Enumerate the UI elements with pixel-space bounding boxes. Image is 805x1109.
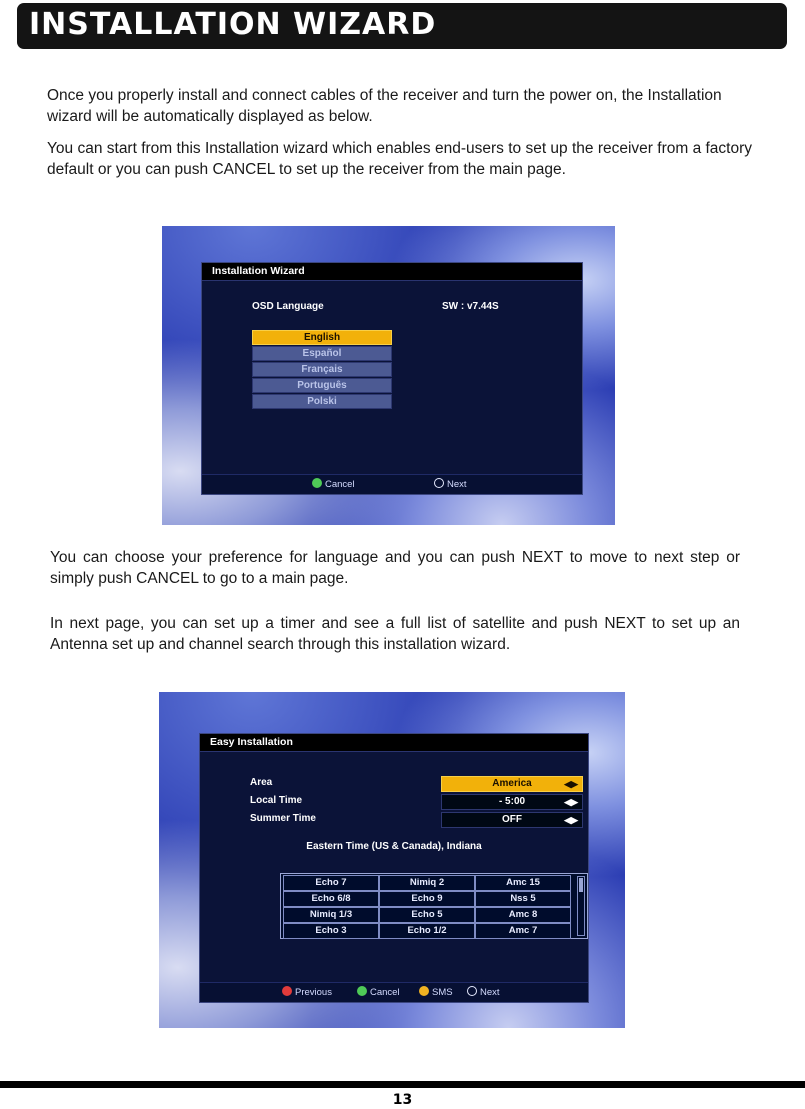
red-dot-icon xyxy=(282,986,292,996)
summer-time-value: OFF xyxy=(502,814,522,825)
cancel-label: Cancel xyxy=(325,479,355,490)
software-version: SW : v7.44S xyxy=(442,301,499,312)
previous-button[interactable] xyxy=(282,986,332,998)
local-time-selector[interactable] xyxy=(441,794,583,810)
next-button[interactable] xyxy=(467,986,500,998)
ring-dot-icon xyxy=(467,986,477,996)
summer-time-label: Summer Time xyxy=(250,813,316,824)
next-label: Next xyxy=(480,987,500,998)
satellite-item[interactable]: Echo 7 xyxy=(283,875,379,891)
left-right-arrows-icon: ◀▶ xyxy=(564,797,578,807)
next-label: Next xyxy=(447,479,467,490)
green-dot-icon xyxy=(312,478,322,488)
osd-language-label: OSD Language xyxy=(252,301,324,312)
osd-header xyxy=(200,734,588,752)
satellite-item[interactable]: Nimiq 1/3 xyxy=(283,907,379,923)
language-option-portugues[interactable]: Português xyxy=(252,378,392,393)
easy-installation-panel xyxy=(199,733,589,1003)
summer-time-selector[interactable] xyxy=(441,812,583,828)
sms-button[interactable] xyxy=(419,986,453,998)
osd-footer xyxy=(202,474,582,494)
language-option-polski[interactable]: Polski xyxy=(252,394,392,409)
previous-label: Previous xyxy=(295,987,332,998)
language-option-espanol[interactable]: Español xyxy=(252,346,392,361)
area-value: America xyxy=(492,778,532,789)
installation-wizard-screenshot xyxy=(162,226,615,525)
satellite-item[interactable]: Echo 3 xyxy=(283,923,379,939)
local-time-label: Local Time xyxy=(250,795,303,806)
osd-title: Installation Wizard xyxy=(212,265,305,277)
language-option-francais[interactable]: Français xyxy=(252,362,392,377)
sms-label: SMS xyxy=(432,987,453,998)
area-selector[interactable] xyxy=(441,776,583,792)
satellite-item[interactable]: Echo 9 xyxy=(379,891,475,907)
language-paragraph: You can choose your preference for language and you can push NEXT to move to next step or simply push CANCEL to go to a main page. xyxy=(50,549,740,587)
local-time-value: - 5:00 xyxy=(498,796,526,807)
cancel-button[interactable] xyxy=(312,478,355,490)
wizard-paragraph: You can start from this Installation wizard which enables end-users to set up the receiver from a factory default or you can push CANCEL to set up the receiver from the main page. xyxy=(47,140,753,178)
left-right-arrows-icon: ◀▶ xyxy=(564,815,578,825)
ring-dot-icon xyxy=(434,478,444,488)
area-label: Area xyxy=(250,777,273,788)
satellite-item[interactable]: Echo 6/8 xyxy=(283,891,379,907)
page-number: 13 xyxy=(392,1092,413,1108)
next-page-paragraph: In next page, you can set up a timer and see a full list of satellite and push NEXT to set up an Antenna set up and channel search through this installation wizard. xyxy=(50,615,740,653)
satellite-item[interactable]: Nss 5 xyxy=(475,891,571,907)
cancel-button[interactable] xyxy=(357,986,400,998)
osd-header xyxy=(202,263,582,281)
satellite-list xyxy=(280,873,588,939)
intro-paragraph: Once you properly install and connect cables of the receiver and turn the power on, the Installation wizard will be automatically displayed as below. xyxy=(47,87,722,125)
page-title-bar xyxy=(17,3,787,49)
satellite-item[interactable]: Amc 8 xyxy=(475,907,571,923)
yellow-dot-icon xyxy=(419,986,429,996)
satellite-item[interactable]: Echo 1/2 xyxy=(379,923,475,939)
easy-installation-screenshot xyxy=(159,692,625,1028)
language-option-english[interactable]: English xyxy=(252,330,392,345)
footer-rule xyxy=(0,1081,805,1088)
satellite-item[interactable]: Amc 15 xyxy=(475,875,571,891)
left-right-arrows-icon: ◀▶ xyxy=(564,779,578,789)
osd-footer xyxy=(200,982,588,1002)
satellite-item[interactable]: Echo 5 xyxy=(379,907,475,923)
timezone-label: Eastern Time (US & Canada), Indiana xyxy=(306,841,482,852)
cancel-label: Cancel xyxy=(370,987,400,998)
green-dot-icon xyxy=(357,986,367,996)
installation-wizard-panel xyxy=(201,262,583,495)
satellite-item[interactable]: Amc 7 xyxy=(475,923,571,939)
page-title: INSTALLATION WIZARD xyxy=(29,7,437,42)
satellite-list-scrollbar[interactable] xyxy=(577,876,585,936)
next-button[interactable] xyxy=(434,478,467,490)
satellite-item[interactable]: Nimiq 2 xyxy=(379,875,475,891)
osd-title: Easy Installation xyxy=(210,736,293,748)
